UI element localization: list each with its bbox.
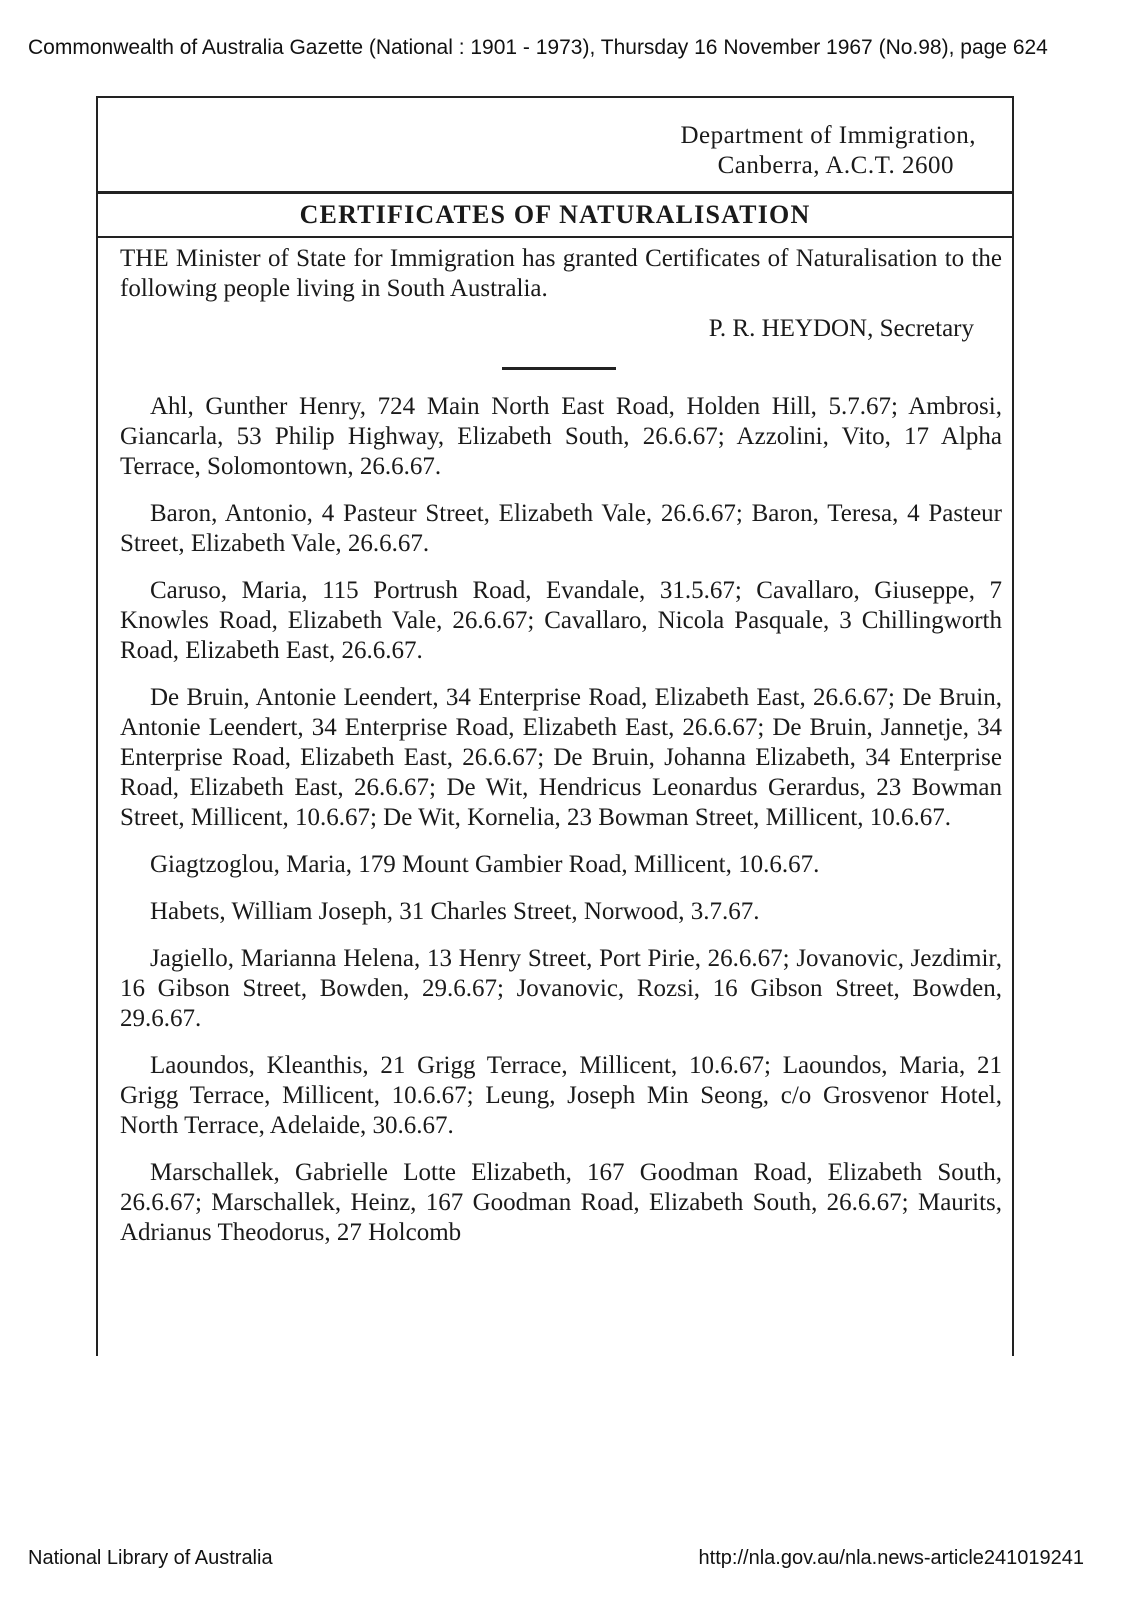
list-entry: Caruso, Maria, 115 Portrush Road, Evandale, 31.5.67; Cavallaro, Giuseppe, 7 Knowles Road, Elizabeth Vale, 26.6.67; Cavallaro, Nicola Pasquale, 3 Chillingworth Road, Elizabeth East, 26.6.67. (120, 577, 1002, 664)
list-entry: Marschallek, Gabrielle Lotte Elizabeth, 167 Goodman Road, Elizabeth South, 26.6.67; Marschallek, Heinz, 167 Goodman Road, Elizabeth South, 26.6.67; Maurits, Adrianus Theodorus, 27 Holcomb (120, 1159, 1002, 1246)
list-entry: Ahl, Gunther Henry, 724 Main North East Road, Holden Hill, 5.7.67; Ambrosi, Giancarla, 53 Philip Highway, Elizabeth South, 26.6.67; Azzolini, Vito, 17 Alpha Terrace, Solomontown, 26.6.67. (120, 393, 1002, 480)
department-name: Department of Immigration, (680, 122, 976, 149)
footer-library-name: National Library of Australia (28, 1547, 273, 1569)
notice-title: CERTIFICATES OF NATURALISATION (98, 194, 1012, 238)
list-entry: De Bruin, Antonie Leendert, 34 Enterprise Road, Elizabeth East, 26.6.67; De Bruin, Antonie Leendert, 34 Enterprise Road, Elizabeth East, 26.6.67; De Bruin, Jannetje, 34 Enterprise Road, Elizabeth East, 26.6.67; De Bruin, Johanna Elizabeth, 34 Enterprise Road, Elizabeth East, 26.6.67; De Wit, Hendricus Leonardus Gerardus, 23 Bowman Street, Millicent, 10.6.67; De Wit, Kornelia, 23 Bowman Street, Millicent, 10.6.67. (120, 684, 1002, 831)
footer-article-link[interactable]: http://nla.gov.au/nla.news-article241019241 (698, 1547, 1084, 1569)
list-entry: Giagtzoglou, Maria, 179 Mount Gambier Road, Millicent, 10.6.67. (150, 851, 820, 878)
gazette-clipping (96, 96, 1014, 1356)
list-entry: Jagiello, Marianna Helena, 13 Henry Street, Port Pirie, 26.6.67; Jovanovic, Jezdimir, 16 Gibson Street, Bowden, 29.6.67; Jovanovic, Rozsi, 16 Gibson Street, Bowden, 29.6.67. (120, 945, 1002, 1032)
notice-signatory: P. R. HEYDON, Secretary (708, 315, 974, 342)
department-address: Canberra, A.C.T. 2600 (717, 152, 954, 179)
list-entry: Laoundos, Kleanthis, 21 Grigg Terrace, Millicent, 10.6.67; Laoundos, Maria, 21 Grigg Terrace, Millicent, 10.6.67; Leung, Joseph Min Seong, c/o Grosvenor Hotel, North Terrace, Adelaide, 30.6.67. (120, 1052, 1002, 1139)
department-block (98, 98, 1012, 194)
page-source-header: Commonwealth of Australia Gazette (National : 1901 - 1973), Thursday 16 November 1967 (No.98), page 624 (28, 36, 1048, 59)
list-entry: Habets, William Joseph, 31 Charles Street, Norwood, 3.7.67. (150, 898, 760, 925)
list-entry: Baron, Antonio, 4 Pasteur Street, Elizabeth Vale, 26.6.67; Baron, Teresa, 4 Pasteur Street, Elizabeth Vale, 26.6.67. (120, 500, 1002, 557)
naturalisation-list (120, 392, 1002, 1248)
divider-rule (502, 367, 616, 370)
notice-intro: THE Minister of State for Immigration has granted Certificates of Naturalisation to the following people living in South Australia. (120, 245, 1002, 302)
notice-body (98, 238, 1012, 1248)
